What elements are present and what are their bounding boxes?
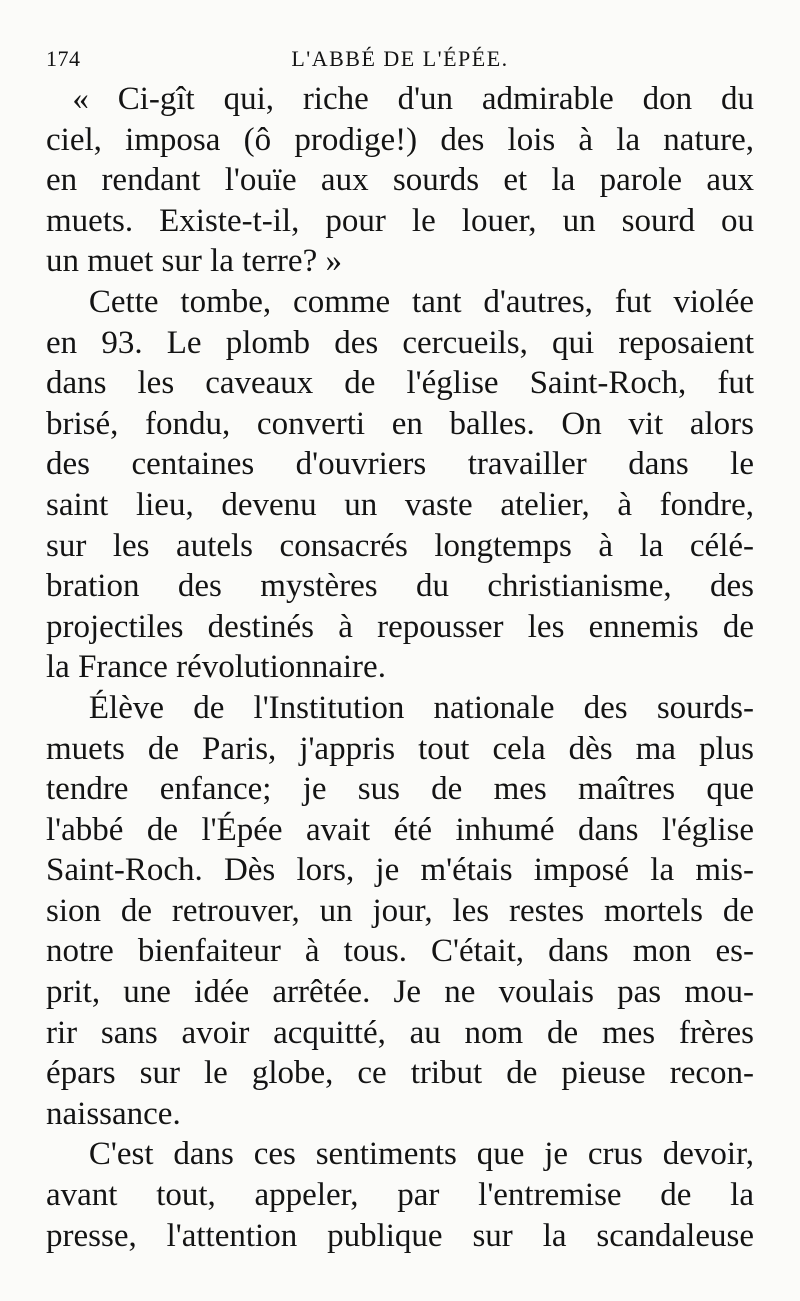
text-line: Saint-Roch. Dès lors, je m'étais imposé la mis- xyxy=(46,852,754,889)
text-line: ciel, imposa (ô prodige!) des lois à la nature, xyxy=(46,121,754,158)
body-text xyxy=(46,79,754,1256)
running-head: L'ABBÉ DE L'ÉPÉE. xyxy=(291,46,509,71)
text-line: brisé, fondu, converti en balles. On vit alors xyxy=(46,405,754,442)
text-line: rir sans avoir acquitté, au nom de mes frères xyxy=(46,1014,754,1051)
text-line: saint lieu, devenu un vaste atelier, à fondre, xyxy=(46,486,754,523)
paragraph-tomb xyxy=(46,282,754,688)
text-line: l'abbé de l'Épée avait été inhumé dans l'église xyxy=(46,811,754,848)
text-line: « Ci-gît qui, riche d'un admirable don du xyxy=(72,81,754,117)
text-line: muets de Paris, j'appris tout cela dès ma plus xyxy=(46,730,754,767)
paragraph-epitaph xyxy=(46,79,754,282)
text-line: épars sur le globe, ce tribut de pieuse recon- xyxy=(46,1055,754,1092)
page-header xyxy=(40,42,760,76)
text-line: sion de retrouver, un jour, les restes mortels de xyxy=(46,892,754,929)
text-line: presse, l'attention publique sur la scandaleuse xyxy=(46,1217,754,1254)
text-line: C'est dans ces sentiments que je crus devoir, xyxy=(88,1136,754,1173)
text-line: un muet sur la terre? » xyxy=(46,243,342,280)
text-line: Cette tombe, comme tant d'autres, fut violée xyxy=(88,283,754,320)
text-line: Élève de l'Institution nationale des sourds- xyxy=(88,689,754,726)
text-line: bration des mystères du christianisme, des xyxy=(46,568,754,605)
text-line: prit, une idée arrêtée. Je ne voulais pas mou- xyxy=(46,974,754,1011)
text-line: muets. Existe-t-il, pour le louer, un sourd ou xyxy=(46,202,754,239)
text-line: notre bienfaiteur à tous. C'était, dans mon es- xyxy=(46,933,754,970)
text-line: sur les autels consacrés longtemps à la célé- xyxy=(46,527,754,564)
text-line: dans les caveaux de l'église Saint-Roch, fut xyxy=(46,365,754,402)
page-number: 174 xyxy=(46,46,81,71)
text-line: projectiles destinés à repousser les ennemis de xyxy=(46,608,754,645)
text-line: la France révolutionnaire. xyxy=(46,649,386,686)
text-line: naissance. xyxy=(46,1095,181,1132)
text-line: en 93. Le plomb des cercueils, qui reposaient xyxy=(46,324,754,361)
paragraph-press xyxy=(46,1134,754,1256)
text-line: des centaines d'ouvriers travailler dans le xyxy=(46,446,754,483)
text-line: tendre enfance; je sus de mes maîtres que xyxy=(46,771,754,808)
paragraph-student xyxy=(46,688,754,1135)
text-line: avant tout, appeler, par l'entremise de la xyxy=(46,1177,754,1214)
text-line: en rendant l'ouïe aux sourds et la parole aux xyxy=(46,162,754,199)
